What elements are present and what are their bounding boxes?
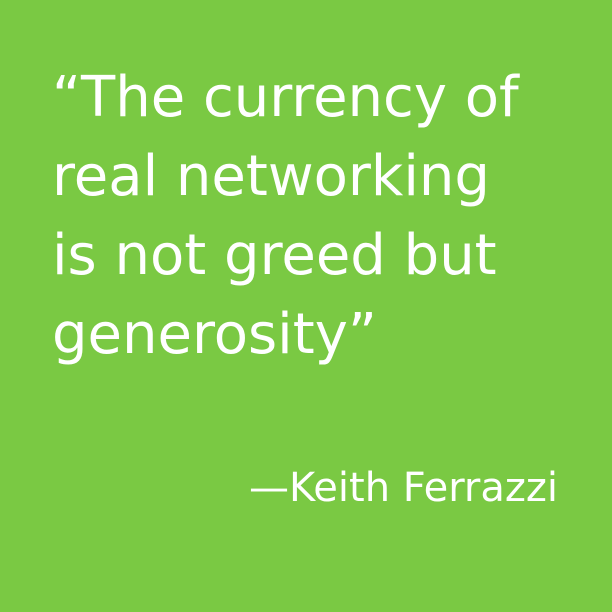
quote-line-3: is not greed but	[52, 223, 497, 288]
quote-attribution: —Keith Ferrazzi	[249, 465, 558, 511]
quote-line-2: real networking	[52, 144, 490, 209]
quote-line-1: “The currency of	[52, 65, 519, 130]
quote-line-4: generosity”	[52, 302, 377, 367]
quote-text	[52, 58, 592, 374]
